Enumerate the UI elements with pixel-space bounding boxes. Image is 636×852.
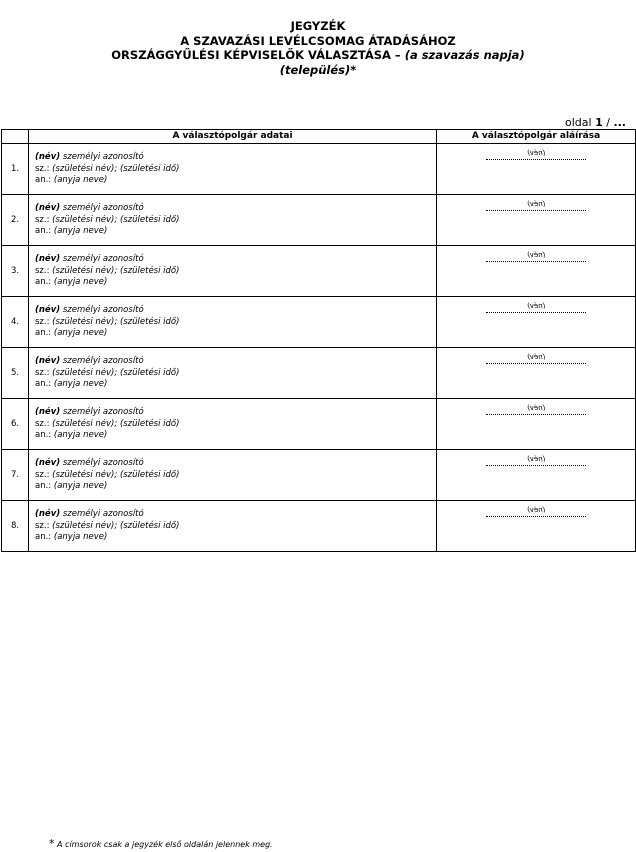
birth-prefix: sz.: [35,163,50,174]
signature-line [486,159,586,160]
document-subtitle: A SZAVAZÁSI LEVÉLCSOMAG ÁTADÁSÁHOZ [180,33,456,48]
voter-name-placeholder: (név) [35,509,61,519]
document-header [0,19,636,77]
signature-cell [437,144,636,195]
page-current: 1 [595,116,603,129]
voter-id-label: személyi azonosító [62,305,144,315]
page-separator: / [606,116,610,129]
footnote [49,837,273,850]
voter-name-line [35,458,436,470]
election-name: ORSZÁGGYŰLÉSI KÉPVISELŐK VÁLASZTÁSA – [111,48,401,62]
footnote-text: A címsorok csak a jegyzék első oldalán jelennek meg. [57,840,273,849]
row-number: 7. [11,470,20,480]
voter-id-label: személyi azonosító [62,509,144,519]
col-header-signature: A választópolgár aláírása [437,130,636,144]
birth-prefix: sz.: [35,418,50,429]
birth-placeholder: (születési név); (születési idő) [52,214,180,225]
voter-mother-line [35,175,436,187]
voter-name-line [35,305,436,317]
election-date-placeholder: (a szavazás napja) [404,48,525,62]
voter-data-cell [29,297,437,348]
voter-id-label: személyi azonosító [62,203,144,213]
table-header-row [2,130,636,144]
row-number-cell [2,144,29,195]
voter-data-cell [29,348,437,399]
row-number: 3. [11,266,20,276]
voter-data-cell [29,246,437,297]
signature-name-placeholder: (név) [526,404,546,412]
table-row [2,195,636,246]
page-total: ... [613,116,626,129]
voter-name-placeholder: (név) [35,152,61,162]
table-row [2,348,636,399]
voter-mother-line [35,328,436,340]
col-header-voter-data: A választópolgár adatai [29,130,437,144]
table-row [2,297,636,348]
footnote-star: * [49,837,55,850]
row-number-cell [2,399,29,450]
signature-cell [437,195,636,246]
row-number: 4. [11,317,20,327]
voter-data-cell [29,501,437,552]
birth-prefix: sz.: [35,214,50,225]
voter-birth-line [35,164,436,176]
signature-name-placeholder: (név) [526,251,546,259]
row-number: 8. [11,521,20,531]
mother-placeholder: (anyja neve) [53,379,108,389]
signature-cell [437,450,636,501]
voter-mother-line [35,379,436,391]
mother-placeholder: (anyja neve) [53,175,108,185]
signature-line [486,363,586,364]
mother-prefix: an.: [35,430,52,440]
signature-name-placeholder: (név) [526,506,546,514]
voter-birth-line [35,419,436,431]
voter-name-placeholder: (név) [35,254,61,264]
mother-prefix: an.: [35,226,52,236]
voter-birth-line [35,368,436,380]
voter-name-line [35,203,436,215]
table-row [2,450,636,501]
voter-id-label: személyi azonosító [62,407,144,417]
signature-cell [437,399,636,450]
settlement-placeholder: (település)* [279,62,357,77]
voter-data-cell [29,144,437,195]
voter-name-line [35,407,436,419]
birth-prefix: sz.: [35,265,50,276]
row-number: 5. [11,368,20,378]
voter-mother-line [35,277,436,289]
signature-cell [437,348,636,399]
page-indicator [565,116,626,129]
voter-list-table [1,129,636,552]
voter-birth-line [35,266,436,278]
table-row [2,144,636,195]
voter-name-line [35,254,436,266]
row-number-cell [2,195,29,246]
voter-data-cell [29,450,437,501]
voter-name-placeholder: (név) [35,458,61,468]
document-title: JEGYZÉK [290,19,346,33]
voter-mother-line [35,481,436,493]
voter-data-cell [29,195,437,246]
voter-name-placeholder: (név) [35,305,61,315]
voter-id-label: személyi azonosító [62,356,144,366]
voter-name-line [35,356,436,368]
mother-placeholder: (anyja neve) [53,277,108,287]
voter-name-line [35,509,436,521]
voter-mother-line [35,430,436,442]
page-label: oldal [565,116,592,129]
row-number: 2. [11,215,20,225]
signature-cell [437,297,636,348]
mother-placeholder: (anyja neve) [53,430,108,440]
birth-prefix: sz.: [35,469,50,480]
mother-placeholder: (anyja neve) [53,226,108,236]
signature-line [486,312,586,313]
voter-id-label: személyi azonosító [62,152,144,162]
birth-placeholder: (születési név); (születési idő) [52,418,180,429]
signature-name-placeholder: (név) [526,149,546,157]
table-row [2,501,636,552]
signature-name-placeholder: (név) [526,200,546,208]
birth-placeholder: (születési név); (születési idő) [52,520,180,531]
voter-birth-line [35,317,436,329]
signature-cell [437,246,636,297]
voter-name-placeholder: (név) [35,356,61,366]
signature-line [486,210,586,211]
signature-name-placeholder: (név) [526,455,546,463]
mother-placeholder: (anyja neve) [53,328,108,338]
birth-placeholder: (születési név); (születési idő) [52,469,180,480]
signature-name-placeholder: (név) [526,302,546,310]
voter-id-label: személyi azonosító [62,254,144,264]
signature-line [486,465,586,466]
signature-line [486,516,586,517]
voter-name-placeholder: (név) [35,203,61,213]
mother-prefix: an.: [35,328,52,338]
birth-placeholder: (születési név); (születési idő) [52,367,180,378]
election-line [0,48,636,63]
table-row [2,246,636,297]
row-number-cell [2,297,29,348]
mother-prefix: an.: [35,175,52,185]
birth-placeholder: (születési név); (születési idő) [52,265,180,276]
signature-name-placeholder: (név) [526,353,546,361]
voter-mother-line [35,226,436,238]
table-row [2,399,636,450]
signature-cell [437,501,636,552]
mother-placeholder: (anyja neve) [53,481,108,491]
voter-birth-line [35,521,436,533]
row-number: 1. [11,164,20,174]
birth-prefix: sz.: [35,316,50,327]
birth-prefix: sz.: [35,367,50,378]
row-number-cell [2,501,29,552]
voter-mother-line [35,532,436,544]
mother-prefix: an.: [35,277,52,287]
mother-prefix: an.: [35,532,52,542]
birth-prefix: sz.: [35,520,50,531]
voter-name-placeholder: (név) [35,407,61,417]
col-header-number [2,130,29,144]
mother-placeholder: (anyja neve) [53,532,108,542]
row-number-cell [2,246,29,297]
row-number: 6. [11,419,20,429]
voter-birth-line [35,470,436,482]
signature-line [486,414,586,415]
voter-birth-line [35,215,436,227]
birth-placeholder: (születési név); (születési idő) [52,316,180,327]
row-number-cell [2,348,29,399]
mother-prefix: an.: [35,481,52,491]
voter-data-cell [29,399,437,450]
birth-placeholder: (születési név); (születési idő) [52,163,180,174]
row-number-cell [2,450,29,501]
mother-prefix: an.: [35,379,52,389]
voter-id-label: személyi azonosító [62,458,144,468]
voter-name-line [35,152,436,164]
signature-line [486,261,586,262]
